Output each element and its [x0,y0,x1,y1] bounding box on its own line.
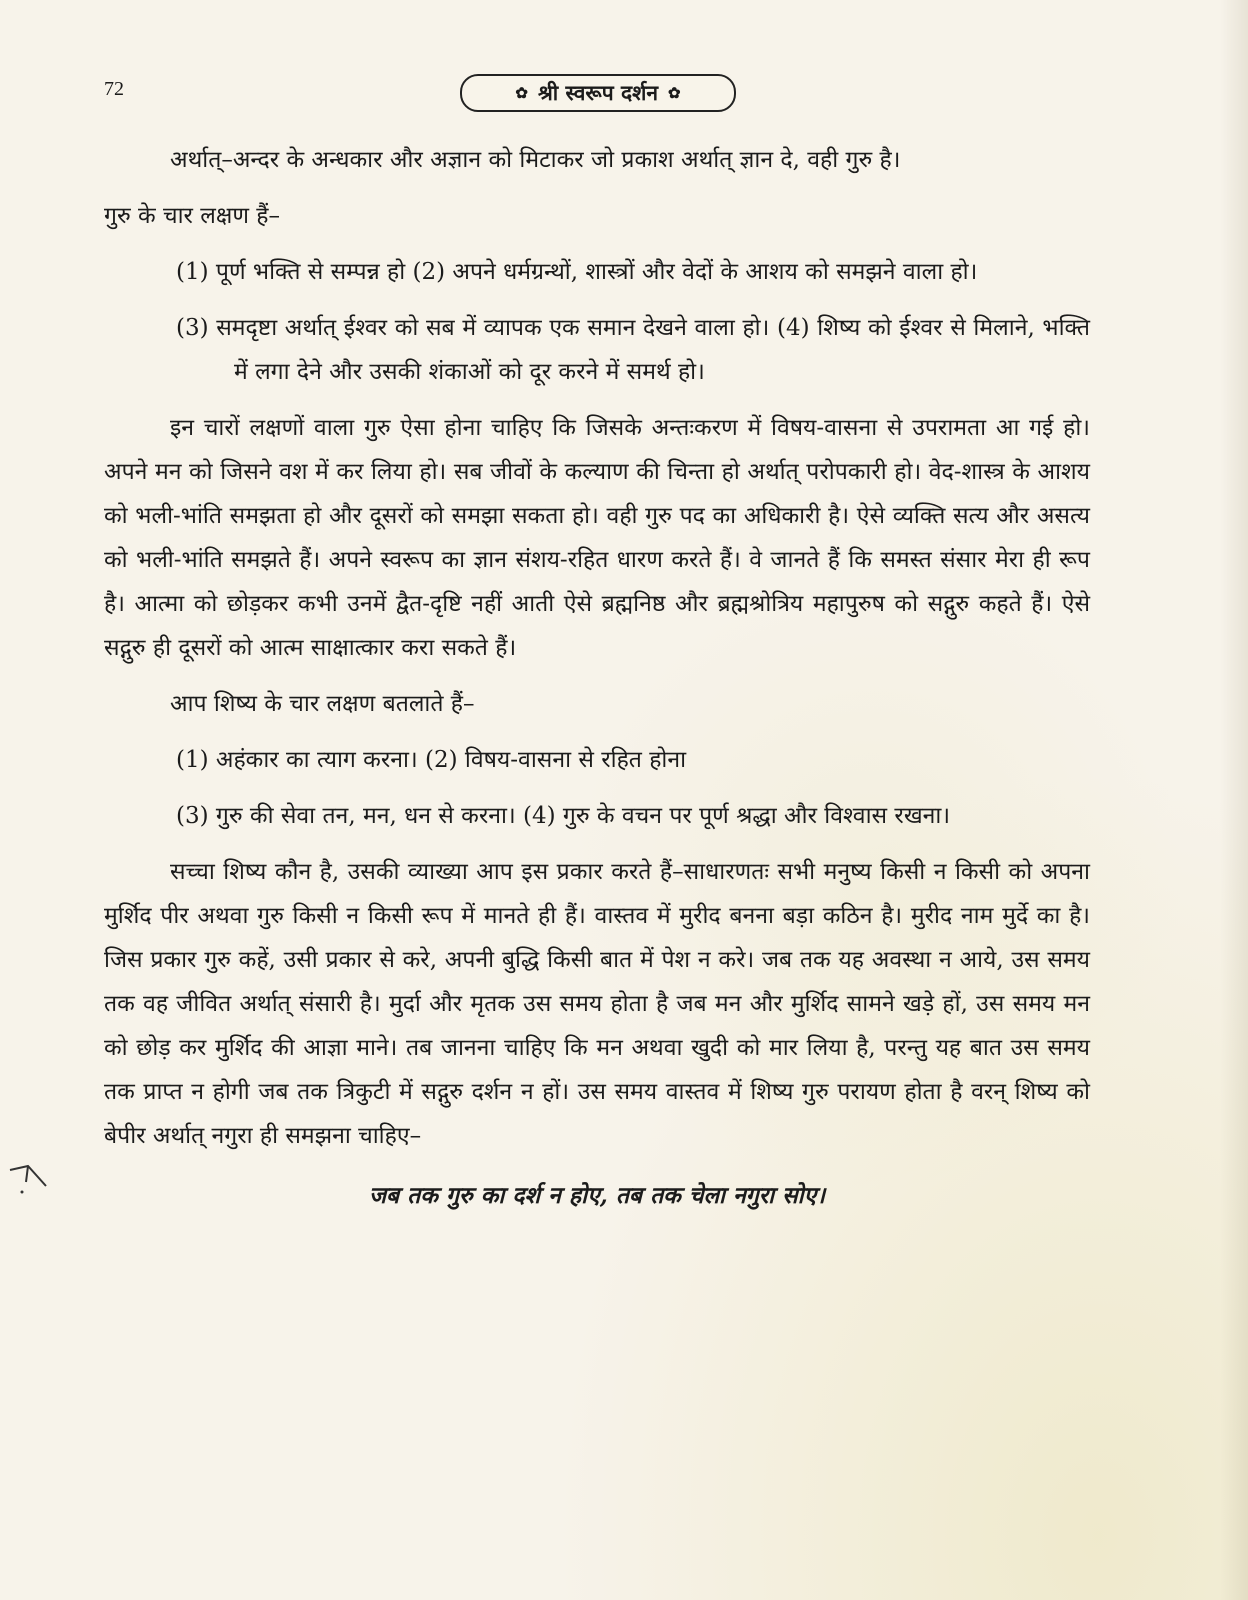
page-edge-shadow [1220,0,1248,1600]
list-item-shishya-quality: (3) गुरु की सेवा तन, मन, धन से करना। (4) गुरु के वचन पर पूर्ण श्रद्धा और विश्वास रखना। [176,803,951,829]
page-body [104,138,1090,1241]
list-item-guru-quality: (1) पूर्ण भक्ति से सम्पन्न हो (2) अपने धर्मग्रन्थों, शास्त्रों और वेदों के आशय को समझने वाला हो। [176,259,978,285]
paragraph-shishya-intro: आप शिष्य के चार लक्षण बतलाते हैं– [170,691,475,717]
couplet-quote: जब तक गुरु का दर्श न होए, तब तक चेला नगुरा सोए। [368,1182,826,1209]
list-item-guru-quality: (3) समदृष्टा अर्थात् ईश्वर को सब में व्यापक एक समान देखने वाला हो। (4) शिष्य को ईश्वर से मिलाने, भक्ति में लगा देने और उसकी शंकाओं को दूर करने में समर्थ हो। [176,315,1090,385]
paragraph-guru-qualities-intro: गुरु के चार लक्षण हैं– [104,203,281,229]
paragraph-guru-definition: अर्थात्–अन्दर के अन्धकार और अज्ञान को मिटाकर जो प्रकाश अर्थात् ज्ञान दे, वही गुरु है। [170,147,901,173]
running-head [460,74,736,112]
page-header [0,74,1248,114]
flower-ornament-icon: ✿ [668,84,681,102]
list-item-shishya-quality: (1) अहंकार का त्याग करना। (2) विषय-वासना से रहित होना [176,747,687,773]
margin-ink-mark [6,1156,56,1206]
page-number: 72 [104,78,124,100]
flower-ornament-icon: ✿ [515,84,528,102]
paragraph-satguru: इन चारों लक्षणों वाला गुरु ऐसा होना चाहिए कि जिसके अन्तःकरण में विषय-वासना से उपरामता आ गई हो। अपने मन को जिसने वश में कर लिया हो। सब जीवों के कल्याण की चिन्ता हो अर्थात् परोपकारी हो। वेद-शास्त्र के आशय को भली-भांति समझता हो और दूसरों को समझा सकता हो। वही गुरु पद का अधिकारी है। ऐसे व्यक्ति सत्य और असत्य को भली-भांति समझते हैं। अपने स्वरूप का ज्ञान संशय-रहित धारण करते हैं। वे जानते हैं कि समस्त संसार मेरा ही रूप है। आत्मा को छोड़कर कभी उनमें द्वैत-दृष्टि नहीं आती ऐसे ब्रह्मनिष्ठ और ब्रह्मश्रोत्रिय महापुरुष को सद्गुरु कहते हैं। ऐसे सद्गुरु ही दूसरों को आत्म साक्षात्कार करा सकते हैं। [104,415,1090,661]
running-head-title: श्री स्वरूप दर्शन [537,80,659,105]
paragraph-true-disciple: सच्चा शिष्य कौन है, उसकी व्याख्या आप इस प्रकार करते हैं–साधारणतः सभी मनुष्य किसी न किसी को अपना मुर्शिद पीर अथवा गुरु किसी न किसी रूप में मानते ही हैं। वास्तव में मुरीद बनना बड़ा कठिन है। मुरीद नाम मुर्दे का है। जिस प्रकार गुरु कहें, उसी प्रकार से करे, अपनी बुद्धि किसी बात में पेश न करे। जब तक यह अवस्था न आये, उस समय तक वह जीवित अर्थात् संसारी है। मुर्दा और मृतक उस समय होता है जब मन और मुर्शिद सामने खड़े हों, उस समय मन को छोड़ कर मुर्शिद की आज्ञा माने। तब जानना चाहिए कि मन अथवा खुदी को मार लिया है, परन्तु यह बात उस समय तक प्राप्त न होगी जब तक त्रिकुटी में सद्गुरु दर्शन न हों। उस समय वास्तव में शिष्य गुरु परायण होता है वरन् शिष्य को बेपीर अर्थात् नगुरा ही समझना चाहिए– [104,859,1090,1149]
